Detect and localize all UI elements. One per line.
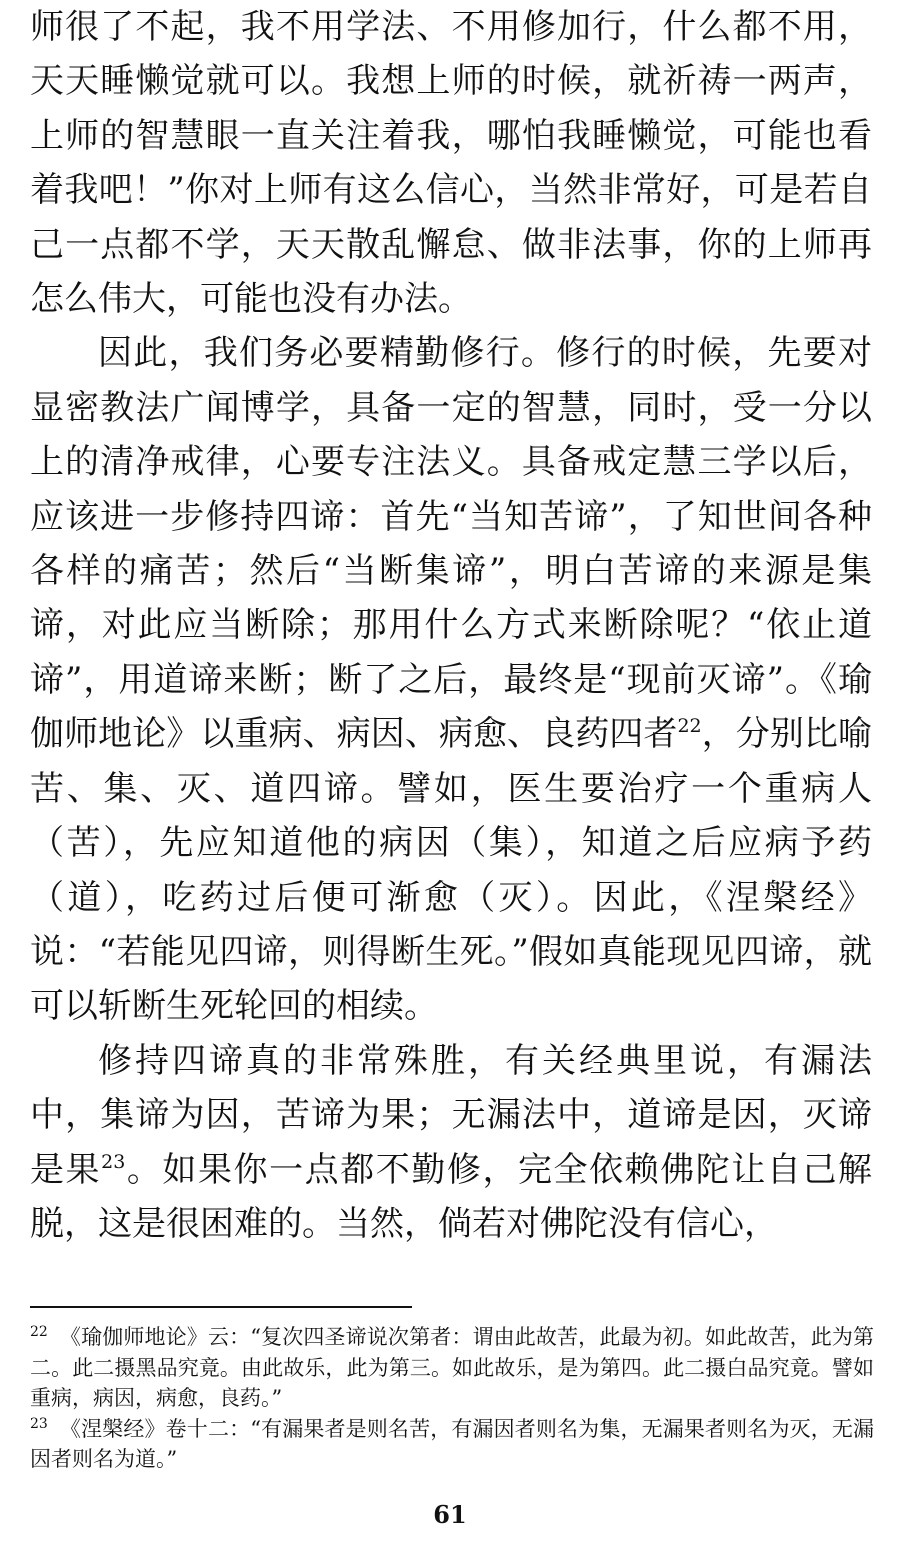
text-segment: ，分别比喻苦、集、灭、道四谛。譬如，医生要治疗一个重病人（苦），先应知道他的病因（集），知道之后应病予药（道），吃药过后便可渐愈（灭）。因此，《涅槃经》说：“若能见四谛，则得断生死。”假如真能现见四谛，就可以斩断生死轮回的相续。 bbox=[30, 714, 873, 1027]
footnote-number: 23 bbox=[30, 1415, 48, 1432]
footnote-number: 22 bbox=[30, 1324, 48, 1340]
paragraph bbox=[30, 0, 872, 326]
footnotes bbox=[30, 1322, 874, 1475]
text-segment: 修持四谛真的非常殊胜，有关经典里说，有漏法中，集谛为因，苦谛为果；无漏法中，道谛是因，灭谛是果 bbox=[30, 1040, 872, 1190]
footnote bbox=[30, 1414, 874, 1475]
body-text bbox=[30, 0, 872, 1251]
footnote-text: 《涅槃经》卷十二：“有漏果者是则名苦，有漏因者则名为集，无漏果者则名为灭，无漏因者则名为道。” bbox=[30, 1416, 874, 1471]
footnote-separator bbox=[30, 1306, 412, 1308]
footnote-text: 《瑜伽师地论》云：“复次四圣谛说次第者：谓由此故苦，此最为初。如此故苦，此为第二。此二摄黑品究竟。由此故乐，此为第三。如此故乐，是为第四。此二摄白品究竟。譬如重病，病因，病愈，良药。” bbox=[30, 1325, 874, 1410]
footnote-reference[interactable]: 23 bbox=[101, 1150, 126, 1173]
footnote bbox=[30, 1322, 874, 1414]
paragraph bbox=[30, 1034, 872, 1252]
text-segment: 因此，我们务必要精勤修行。修行的时候，先要对显密教法广闻博学，具备一定的智慧，同时，受一分以上的清净戒律，心要专注法义。具备戒定慧三学以后，应该进一步修持四谛：首先“当知苦谛”，了知世间各种各样的痛苦；然后“当断集谛”，明白苦谛的来源是集谛，对此应当断除；那用什么方式来断除呢？“依止道谛”，用道谛来断；断了之后，最终是“现前灭谛”。《瑜伽师地论》以重病、病因、病愈、良药四者 bbox=[30, 333, 872, 755]
text-segment: 。如果你一点都不勤修，完全依赖佛陀让自己解脱，这是很困难的。当然，倘若对佛陀没有信心， bbox=[30, 1149, 873, 1244]
text-segment: 师很了不起，我不用学法、不用修加行，什么都不用，天天睡懒觉就可以。我想上师的时候，就祈祷一两声，上师的智慧眼一直关注着我，哪怕我睡懒觉，可能也看着我吧！”你对上师有这么信心，当然非常好，可是若自己一点都不学，天天散乱懈怠、做非法事，你的上师再怎么伟大，可能也没有办法。 bbox=[30, 7, 872, 320]
paragraph bbox=[30, 326, 872, 1033]
footnote-reference[interactable]: 22 bbox=[677, 715, 702, 738]
page-number: 61 bbox=[433, 1500, 467, 1529]
